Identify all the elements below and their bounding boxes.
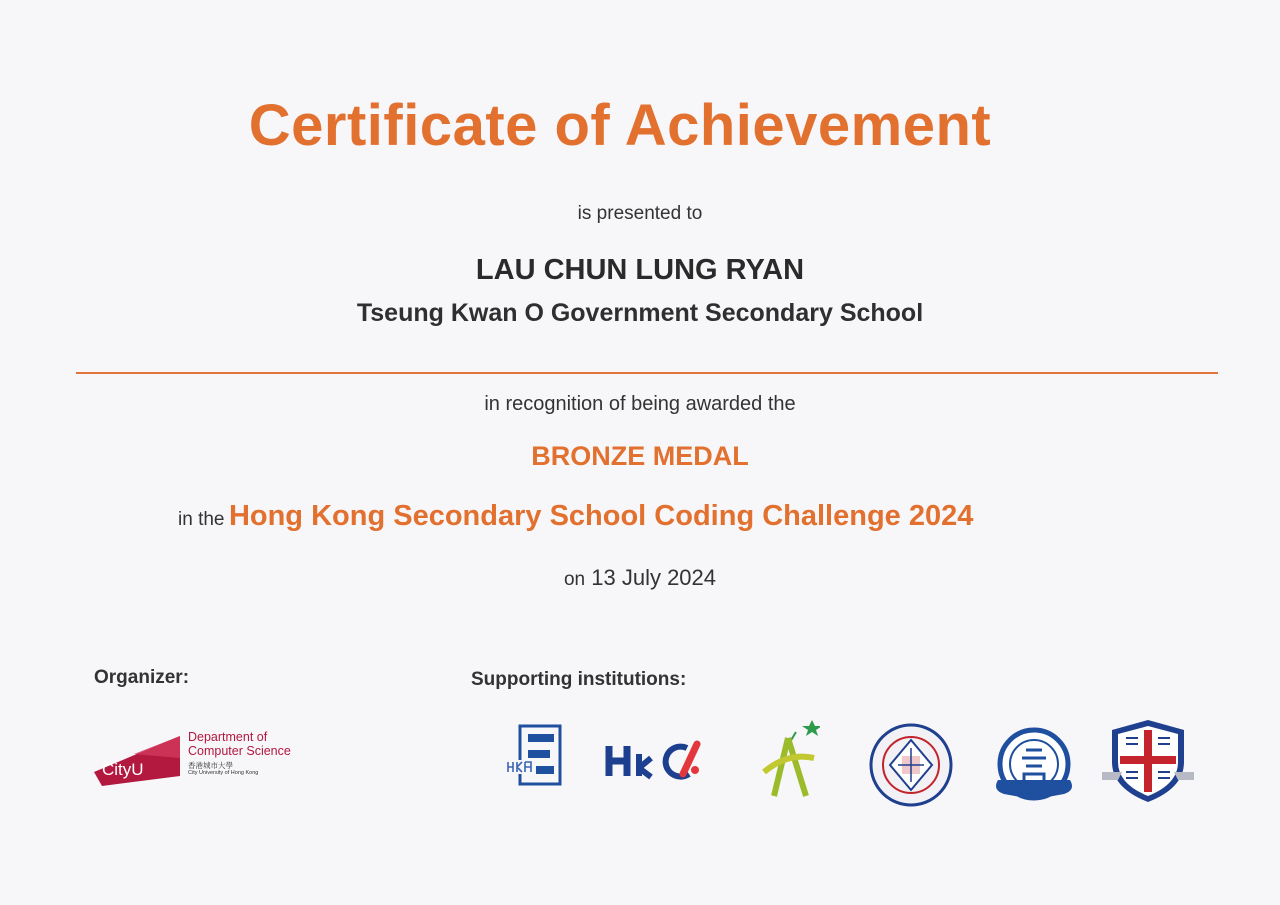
shield-crest-logo: [1102, 716, 1194, 804]
pui-ching-middle-school-logo: [868, 722, 954, 808]
date-line: [0, 565, 1280, 591]
presented-to-text: is presented to: [577, 203, 703, 224]
event-line: [178, 500, 973, 533]
award-date: 13 July 2024: [591, 565, 717, 590]
cityu-dept-line1: Department of: [188, 730, 268, 744]
award-title: BRONZE MEDAL: [531, 441, 749, 471]
recognition-text: in recognition of being awarded the: [484, 393, 796, 415]
supporting-label: Supporting institutions:: [471, 669, 687, 690]
event-name: Hong Kong Secondary School Coding Challenge 2024: [228, 500, 974, 532]
certificate-title: Certificate of Achievement: [248, 93, 992, 158]
star-figure-logo: [760, 718, 820, 802]
recipient-name: LAU CHUN LUNG RYAN: [475, 254, 805, 286]
cityu-wordmark: CityU: [102, 760, 144, 779]
organizer-label: Organizer:: [94, 667, 190, 688]
hkae-logo: [504, 722, 564, 788]
hkc-logo: [605, 740, 715, 780]
cityu-chinese-name: 香港城市大學: [188, 761, 233, 770]
round-crest-logo: [992, 722, 1076, 810]
date-prefix: on: [563, 569, 586, 590]
cityu-department-text: [188, 730, 318, 777]
cityu-english-name: City University of Hong Kong: [188, 770, 259, 776]
divider-line: [76, 372, 1218, 374]
cityu-dept-line2: Computer Science: [188, 744, 291, 758]
school-name: Tseung Kwan O Government Secondary School: [356, 299, 924, 327]
event-prefix: in the: [178, 509, 225, 530]
